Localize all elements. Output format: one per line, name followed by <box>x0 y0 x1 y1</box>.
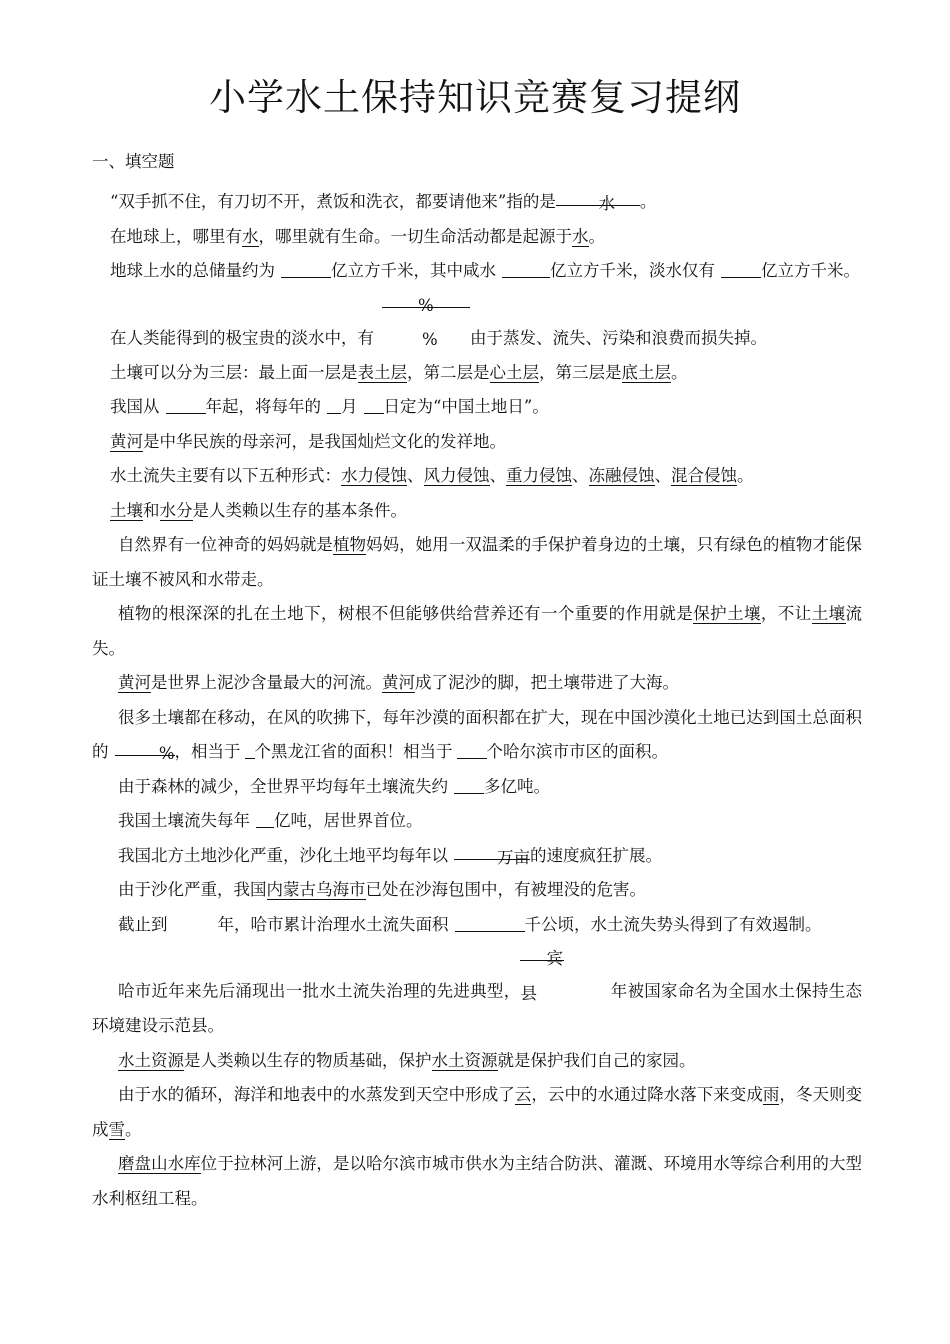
answer: 植物 <box>332 535 367 554</box>
question-4: 在人类能得到的极宝贵的淡水中，有%% 由于蒸发、流失、污染和浪费而损失掉。 <box>92 289 862 356</box>
question-6: 我国从 年起，将每年的 月 日定为“中国土地日”。 <box>110 397 549 416</box>
answer: 重力侵蚀 <box>506 466 572 485</box>
answer-blank: 万亩 <box>454 841 530 860</box>
question-13: 很多土壤都在移动，在风的吹拂下，每年沙漠的面积都在扩大，现在中国沙漠化土地已达到国土总面积的 %，相当于 个黑龙江省的面积！相当于 个哈尔滨市市区的面积。 <box>92 707 862 763</box>
answer-blank: % <box>115 737 175 756</box>
answer-blank <box>245 740 255 759</box>
question-16: 我国北方土地沙化严重，沙化土地平均每年以 万亩的速度疯狂扩展。 <box>92 839 862 874</box>
question-3: 地球上水的总储量约为 亿立方千米，其中咸水 亿立方千米，淡水仅有 亿立方千米。 <box>110 261 860 280</box>
answer-blank <box>364 395 384 414</box>
question-10: 自然界有一位神奇的妈妈就是植物妈妈，她用一双温柔的手保护着身边的土壤，只有绿色的植物才能保证土壤不被风和水带走。 <box>92 535 863 589</box>
question-19: 哈市近年来先后涌现出一批水土流失治理的先进典型，宾县 年被国家命名为全国水土保持生态环境建设示范县。 <box>92 942 862 1044</box>
answer-blank <box>455 913 525 932</box>
answer: 云 <box>514 1085 532 1104</box>
question-list <box>92 185 862 1216</box>
question-20: 水土资源是人类赖以生存的物质基础，保护水土资源就是保护我们自己的家园。 <box>118 1050 696 1070</box>
page-title: 小学水土保持知识竞赛复习提纲 <box>209 76 741 119</box>
answer-blank <box>502 259 550 278</box>
answer: 风力侵蚀 <box>423 466 490 485</box>
answer-blank: 宾县 <box>520 942 564 961</box>
answer: 心土层 <box>489 362 539 382</box>
answer: 磨盘山水库 <box>118 1154 201 1173</box>
answer-blank: %% <box>382 289 470 308</box>
answer: 水力侵蚀 <box>341 466 407 485</box>
answer-blank <box>457 740 487 759</box>
question-21: 由于水的循环，海洋和地表中的水蒸发到天空中形成了云，云中的水通过降水落下来变成雨，冬天则变成雪。 <box>92 1085 863 1139</box>
question-9: 土壤和水分是人类赖以生存的基本条件。 <box>110 500 407 520</box>
question-2: 在地球上，哪里有水，哪里就有生命。一切生命活动都是起源于水。 <box>110 226 605 246</box>
answer-blank <box>256 809 274 828</box>
question-14: 由于森林的减少，全世界平均每年土壤流失约 多亿吨。 <box>118 776 550 796</box>
answer-blank <box>721 259 761 278</box>
answer: 水土资源 <box>431 1050 498 1070</box>
question-11: 植物的根深深的扎在土地下，树根不但能够供给营养还有一个重要的作用就是保护土壤，不让土壤流失。 <box>92 604 863 658</box>
answer: 雪 <box>108 1119 125 1139</box>
answer: 水土资源 <box>118 1050 184 1070</box>
answer: 黄河 <box>110 431 143 451</box>
answer: 保护土壤 <box>693 604 761 623</box>
question-17: 由于沙化严重，我国内蒙古乌海市已处在沙海包围中，有被埋没的危害。 <box>118 880 646 899</box>
question-8: 水土流失主要有以下五种形式：水力侵蚀、风力侵蚀、重力侵蚀、冻融侵蚀、混合侵蚀。 <box>110 466 754 485</box>
question-18: 截止到 年，哈市累计治理水土流失面积 千公顷，水土流失势头得到了有效遏制。 <box>118 914 822 934</box>
question-5: 土壤可以分为三层：最上面一层是表土层，第二层是心土层，第三层是底土层。 <box>110 362 688 382</box>
question-22: 磨盘山水库位于拉林河上游，是以哈尔滨市城市供水为主结合防洪、灌溉、环境用水等综合利用的大型水利枢纽工程。 <box>92 1154 863 1208</box>
answer-blank <box>166 395 206 414</box>
answer: 冻融侵蚀 <box>588 466 655 485</box>
answer: 水 <box>242 226 259 246</box>
section-heading: 一、填空题 <box>92 152 175 171</box>
answer: 水分 <box>159 500 193 520</box>
answer-blank <box>281 259 331 278</box>
answer: 雨 <box>762 1085 780 1104</box>
question-7: 黄河是中华民族的母亲河，是我国灿烂文化的发祥地。 <box>110 431 506 451</box>
answer: 黄河 <box>118 673 151 692</box>
answer: 表土层 <box>357 362 407 382</box>
answer: 内蒙古乌海市 <box>266 880 366 899</box>
question-1: “双手抓不住，有刀切不开，煮饭和洗衣，都要请他来”指的是 水 。 <box>92 185 862 220</box>
answer-blank <box>327 395 341 414</box>
answer-blank: 水 <box>556 187 640 206</box>
answer: 土壤 <box>110 500 143 520</box>
answer: 底土层 <box>621 362 671 382</box>
question-12: 黄河是世界上泥沙含量最大的河流。黄河成了泥沙的脚，把土壤带进了大海。 <box>118 673 679 692</box>
answer: 水 <box>572 226 589 246</box>
answer-blank <box>454 775 484 794</box>
answer: 土壤 <box>811 604 846 623</box>
question-15: 我国土壤流失每年 亿吨，居世界首位。 <box>118 811 423 830</box>
answer: 黄河 <box>382 673 415 692</box>
answer: 混合侵蚀 <box>671 466 737 485</box>
